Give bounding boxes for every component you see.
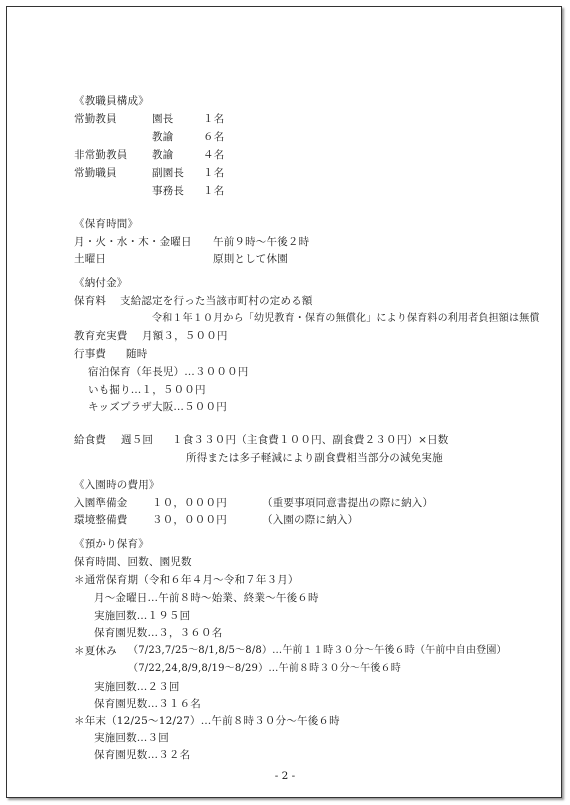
staff-count: １名 — [203, 113, 225, 125]
hours-days: 月・火・水・木・金曜日 — [74, 236, 192, 248]
gyoji-label: 行事費 — [74, 348, 107, 360]
admission-note: （入園の際に納入） — [262, 514, 359, 526]
summer-line: （7/22,24,8/9,8/19～8/29）…午前８時３０分～午後６時 — [128, 663, 401, 674]
kyushoku-freq: 週５回 — [121, 434, 154, 446]
regular-title: ＊通常保育期（令和６年４月～令和７年３月） — [74, 574, 299, 586]
staff-heading: 《教職員構成》 — [74, 95, 149, 107]
winter-title: ＊年末（12/25～12/27）…午前８時３０分～午後６時 — [74, 715, 340, 727]
summer-children: 保育園児数…３１６名 — [94, 698, 201, 710]
staff-count: ６名 — [203, 131, 225, 143]
summer-count: 実施回数…２３回 — [94, 681, 180, 693]
admission-note: （重要事項同意書提出の際に納入） — [262, 497, 434, 509]
staff-count: ４名 — [203, 149, 225, 161]
hours-time: 原則として休園 — [213, 253, 288, 265]
admission-label: 環境整備費 — [74, 514, 128, 526]
hours-days: 土曜日 — [74, 253, 107, 265]
hoikuryo-text: 支給認定を行った当該市町村の定める額 — [120, 295, 313, 307]
summer-line: （7/23,7/25～8/1,8/5～8/8）…午前１１時３０分～午後６時（午前中自由登園） — [128, 645, 507, 656]
gyoji-item: いも掘り…１，５００円 — [88, 384, 206, 396]
staff-category: 常勤教員 — [74, 113, 117, 125]
staff-role: 教諭 — [152, 131, 174, 143]
staff-category: 非常勤教員 — [74, 149, 128, 161]
winter-children: 保育園児数…３２名 — [94, 749, 191, 761]
gyoji-text: 随時 — [126, 348, 148, 360]
winter-count: 実施回数…３回 — [94, 732, 169, 744]
staff-count: １名 — [203, 185, 225, 197]
kyushoku-note: 所得または多子軽減により副食費相当部分の減免実施 — [186, 452, 443, 464]
gyoji-item: キッズプラザ大阪…５００円 — [88, 401, 227, 413]
hoikuryo-label: 保育料 — [74, 295, 107, 307]
staff-role: 園長 — [152, 113, 174, 125]
staff-role: 教諭 — [152, 149, 174, 161]
kyushoku-text: １食３３０円（主食費１００円、副食費２３０円）×日数 — [172, 434, 449, 446]
azukari-intro: 保育時間、回数、園児数 — [74, 556, 192, 568]
admission-amount: １０，０００円 — [152, 497, 227, 509]
staff-role: 副園長 — [152, 167, 185, 179]
page-number: - 2 - — [274, 770, 296, 782]
staff-count: １名 — [203, 167, 225, 179]
staff-role: 事務長 — [152, 185, 185, 197]
fees-heading: 《納付金》 — [74, 277, 128, 289]
azukari-heading: 《預かり保育》 — [74, 538, 149, 550]
hours-heading: 《保育時間》 — [74, 218, 139, 230]
kyoiku-text: 月額３，５００円 — [142, 330, 228, 342]
gyoji-item: 宿泊保育（年長児）…３０００円 — [88, 366, 249, 378]
regular-count: 実施回数…１９５回 — [94, 610, 191, 622]
admission-label: 入園準備金 — [74, 497, 128, 509]
kyushoku-label: 給食費 — [74, 434, 107, 446]
regular-children: 保育園児数…３，３６０名 — [94, 627, 223, 639]
admission-heading: 《入園時の費用》 — [74, 479, 160, 491]
regular-hours: 月～金曜日…午前８時～始業、終業～午後６時 — [94, 592, 319, 604]
summer-title: ＊夏休み — [74, 645, 117, 657]
kyoiku-label: 教育充実費 — [74, 330, 128, 342]
hoikuryo-note: 令和１年１０月から「幼児教育・保育の無償化」により保育料の利用者負担額は無償 — [152, 313, 540, 324]
hours-time: 午前９時～午後２時 — [213, 236, 310, 248]
admission-amount: ３０，０００円 — [152, 514, 227, 526]
staff-category: 常勤職員 — [74, 167, 117, 179]
